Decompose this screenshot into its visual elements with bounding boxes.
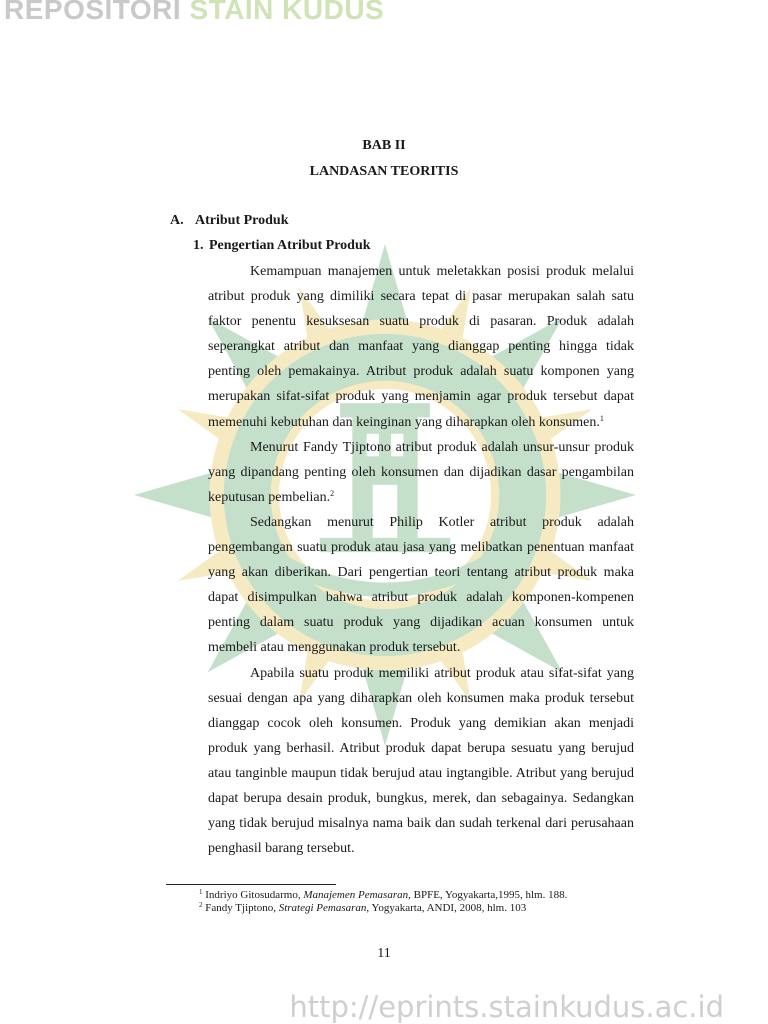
footnote-publication: , Yogyakarta, ANDI, 2008, hlm. 103 [366,901,527,914]
paragraph [208,510,634,661]
footnote-mark: 1 [199,888,203,896]
footnote-author: Fandy Tjiptono, [205,901,279,914]
watermark-repositori: REPOSITORI [4,0,182,25]
footnote-mark: 2 [199,900,203,909]
footnote-divider [166,884,336,885]
subsection-heading-1 [193,238,371,254]
paragraph-text: Sedangkan menurut Philip Kotler atribut produk adalah pengembangan suatu produk atau jasa yang melibatkan penentuan manfaat yang akan diberikan. Dari pengertian teori tentang atribut produk maka dapat disimpulkan bahwa atribut produk adalah komponen-kompenen penting dalam suatu produk yang dijadikan acuan konsumen untuk membeli atau menggunakan produk tersebut. [208,514,634,656]
chapter-title: LANDASAN TEORITIS [309,164,459,179]
footnote-book-title: Manajemen Pemasaran [303,889,409,901]
footnote-reference[interactable]: 1 [599,413,604,423]
section-title: Atribut Produk [195,213,289,228]
repository-watermark-header [4,0,384,26]
watermark-stain-kudus: STAIN KUDUS [189,0,385,25]
footnote-publication: , BPFE, Yogyakarta,1995, hlm. 188. [408,889,568,901]
paragraph-text: Kemampuan manajemen untuk meletakkan posisi produk melalui atribut produk yang dimiliki secara tepat di pasar merupakan salah satu faktor penentu kesuksesan suatu produk di pasaran. Produk adalah seperangkat atribut dan manfaat yang dianggap penting hingga tidak penting oleh pemakainya. Atribut produk adalah suatu komponen yang merupakan sifat-sifat produk yang menjamin agar produk tersebut dapat memenuhi kebutuhan dan keinginan yang diharapkan oleh konsumen. [208,264,634,430]
repository-url-watermark: http://eprints.stainkudus.ac.id [289,990,724,1024]
paragraph-text: Apabila suatu produk memiliki atribut produk atau sifat-sifat yang sesuai dengan apa yang diharapkan oleh konsumen maka produk tersebut dianggap cocok oleh konsumen. Produk yang demikian akan menjadi produk yang berhasil. Atribut produk dapat berupa sesuatu yang berujud atau tanginble maupun tidak berujud atau ingtangible. Atribut yang berujud dapat berupa desain produk, bungkus, merek, dan sebagainya. Sedangkan yang tidak berujud misalnya nama baik dan sudah terkenal dari perusahaan penghasil barang tersebut. [208,665,634,857]
subsection-number: 1. [193,238,204,253]
footnote-book-title: Strategi Pemasaran [278,901,367,914]
footnote-reference[interactable]: 2 [330,488,335,498]
paragraph [208,259,634,435]
paragraph-text: Menurut Fandy Tjiptono atribut produk adalah unsur-unsur produk yang dipandang penting oleh konsumen dan dijadikan dasar pengambilan keputusan pembelian. [208,439,634,505]
paragraph [208,661,634,862]
footnote-author: Indriyo Gitosudarmo, [205,889,304,901]
body-text [208,259,634,861]
paragraph [208,435,634,510]
footnote-item [199,889,567,902]
subsection-title: Pengertian Atribut Produk [209,238,371,253]
section-heading-a [170,213,288,229]
section-number: A. [170,213,184,228]
footnote-item [199,902,567,915]
page-number: 11 [377,946,391,961]
chapter-number: BAB II [362,138,406,153]
footnotes [199,889,567,914]
